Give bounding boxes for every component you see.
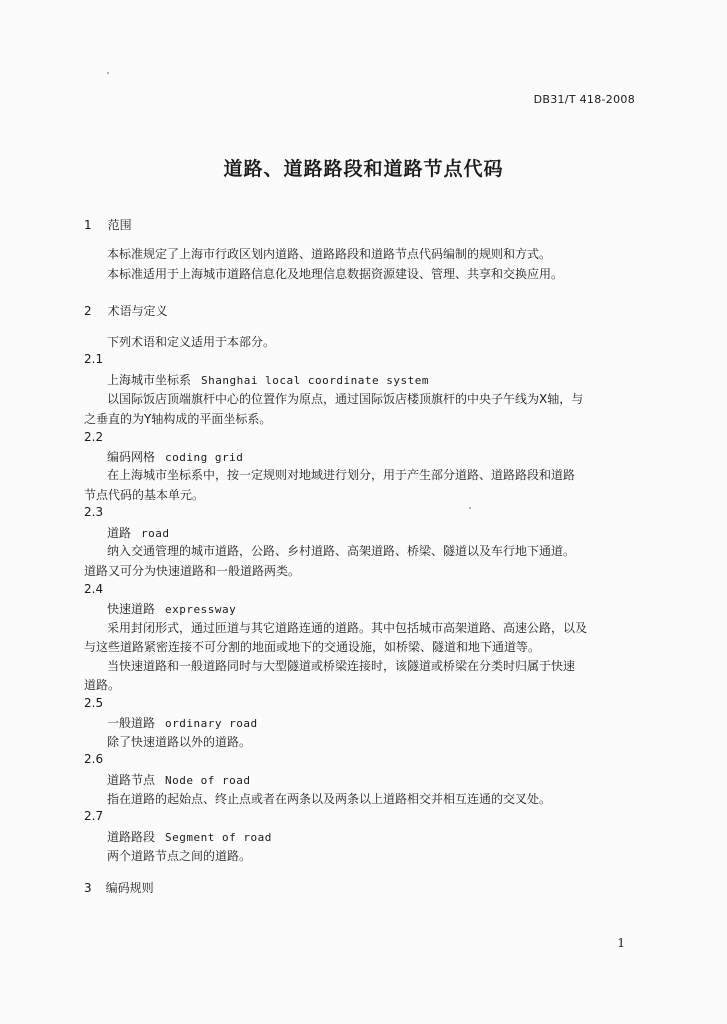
term-title xyxy=(107,828,272,845)
term-en: coding grid xyxy=(165,451,244,464)
term-title xyxy=(107,771,251,788)
section-title: 术语与定义 xyxy=(107,304,168,318)
paragraph-line: 本标准规定了上海市行政区划内道路、道路路段和道路节点代码编制的规则和方式。 xyxy=(107,247,552,261)
section-heading-scope xyxy=(84,216,132,233)
term-title xyxy=(107,371,429,388)
definition-line: 以国际饭店顶端旗杆中心的位置作为原点，通过国际饭店楼顶旗杆的中央子午线为X轴，与 xyxy=(107,392,584,406)
term-title xyxy=(107,448,243,465)
standard-code: DB31/T 418-2008 xyxy=(533,93,635,106)
term-number: 2.1 xyxy=(84,352,104,366)
definition-line: 采用封闭形式，通过匝道与其它道路连通的道路。其中包括城市高架道路、高速公路，以及 xyxy=(107,621,588,635)
section-number: 2 xyxy=(84,304,92,318)
term-en: ordinary road xyxy=(165,717,258,730)
section-number: 1 xyxy=(84,218,92,232)
term-number: 2.3 xyxy=(84,505,104,519)
definition-line: 当快速道路和一般道路同时与大型隧道或桥梁连接时，该隧道或桥梁在分类时归属于快速 xyxy=(107,659,576,673)
term-number: 2.4 xyxy=(84,582,104,596)
term-number: 2.7 xyxy=(84,809,104,823)
section-heading-terms xyxy=(84,302,168,319)
definition-line: 之垂直的为Y轴构成的平面坐标系。 xyxy=(84,412,272,426)
scan-speck xyxy=(107,72,109,74)
definition-line: 两个道路节点之间的道路。 xyxy=(107,849,252,863)
definition-line: 指在道路的起始点、终止点或者在两条以及两条以上道路相交并相互连通的交叉处。 xyxy=(107,792,552,806)
definition-line: 道路。 xyxy=(84,678,121,692)
paragraph-line: 下列术语和定义适用于本部分。 xyxy=(107,335,276,349)
term-title xyxy=(107,714,258,731)
term-number: 2.6 xyxy=(84,752,104,766)
term-number: 2.2 xyxy=(84,430,104,444)
term-cn: 编码网格 xyxy=(107,450,156,464)
definition-line: 除了快速道路以外的道路。 xyxy=(107,735,252,749)
definition-line: 节点代码的基本单元。 xyxy=(84,488,205,502)
definition-line: 与这些道路紧密连接不可分割的地面或地下的交通设施，如桥梁、隧道和地下通道等。 xyxy=(84,640,541,654)
term-en: Segment of road xyxy=(165,831,272,844)
term-cn: 道路节点 xyxy=(107,773,156,787)
term-cn: 快速道路 xyxy=(107,602,156,616)
page-number: 1 xyxy=(617,936,625,950)
definition-line: 纳入交通管理的城市道路，公路、乡村道路、高架道路、桥梁、隧道以及车行地下通道。 xyxy=(107,544,576,558)
definition-line: 道路又可分为快速道路和一般道路两类。 xyxy=(84,564,301,578)
term-cn: 道路 xyxy=(107,526,132,540)
section-heading-coding-rules xyxy=(84,879,154,896)
paragraph-line: 本标准适用于上海城市道路信息化及地理信息数据资源建设、管理、共享和交换应用。 xyxy=(107,267,564,281)
section-title: 范围 xyxy=(107,218,132,232)
section-number: 3 xyxy=(84,881,92,895)
document-title: 道路、道路路段和道路节点代码 xyxy=(223,158,504,180)
term-en: Shanghai local coordinate system xyxy=(201,374,429,387)
term-cn: 一般道路 xyxy=(107,716,156,730)
term-title xyxy=(107,524,170,541)
scan-speck xyxy=(469,507,471,509)
term-en: road xyxy=(141,527,170,540)
term-number: 2.5 xyxy=(84,696,104,710)
term-cn: 上海城市坐标系 xyxy=(107,373,192,387)
term-en: Node of road xyxy=(165,774,251,787)
section-title: 编码规则 xyxy=(105,881,154,895)
definition-line: 在上海城市坐标系中，按一定规则对地域进行划分，用于产生部分道路、道路路段和道路 xyxy=(107,468,576,482)
term-en: expressway xyxy=(165,603,237,616)
term-title xyxy=(107,600,236,617)
term-cn: 道路路段 xyxy=(107,830,156,844)
